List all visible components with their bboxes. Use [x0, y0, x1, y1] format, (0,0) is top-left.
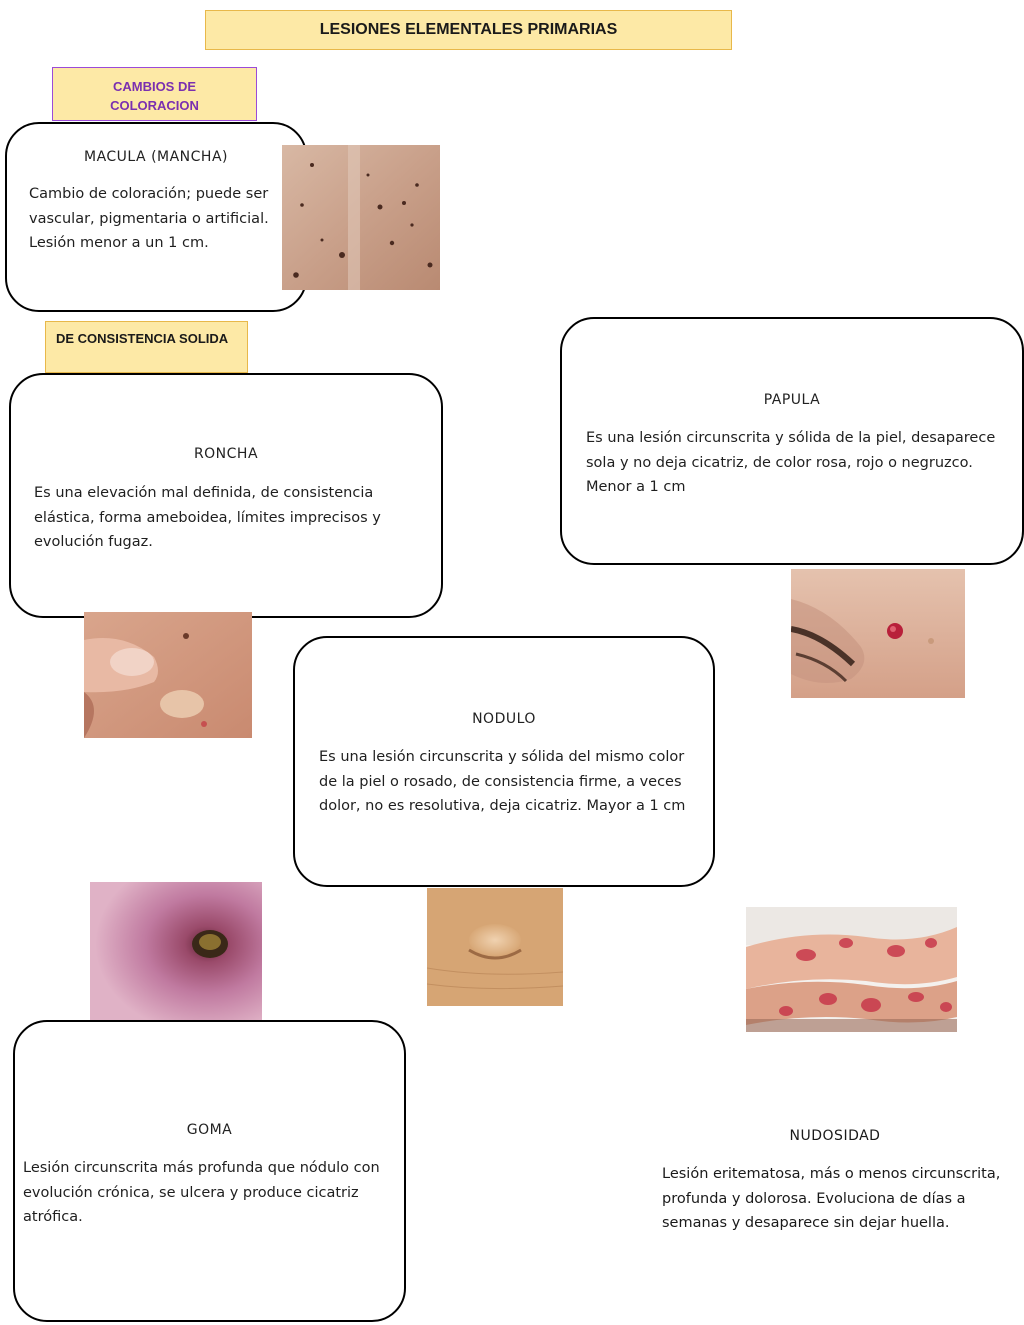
page-title: LESIONES ELEMENTALES PRIMARIAS	[205, 10, 732, 50]
nudosidad-title: NUDOSIDAD	[789, 1128, 881, 1144]
nudosidad-photo	[746, 907, 957, 1032]
roncha-title: RONCHA	[193, 446, 259, 462]
nodulo-text: Es una lesión circunscrita y sólida del mismo color de la piel o rosado, de consistencia firme, a veces dolor, no es resolutiva, deja cicatriz. Mayor a 1 cm	[319, 749, 686, 814]
macula-title: MACULA (MANCHA)	[83, 149, 228, 165]
roncha-text: Es una elevación mal definida, de consistencia elástica, forma ameboidea, límites imprecisos y evolución fugaz.	[34, 485, 381, 550]
nodulo-title: NODULO	[472, 711, 536, 727]
section-tag-color-change: CAMBIOS DE COLORACION	[52, 67, 257, 121]
goma-photo	[90, 882, 262, 1020]
roncha-photo	[84, 612, 252, 738]
nodulo-card	[293, 636, 715, 887]
macula-text: Cambio de coloración; puede ser vascular, pigmentaria o artificial. Lesión menor a un 1 cm.	[29, 186, 269, 251]
papula-photo	[791, 569, 965, 698]
papula-title: PAPULA	[763, 392, 821, 408]
macula-photo	[282, 145, 440, 290]
section-tag-solid: DE CONSISTENCIA SOLIDA	[45, 321, 248, 373]
nudosidad-text: Lesión eritematosa, más o menos circunscrita, profunda y dolorosa. Evoluciona de días a semanas y desaparece sin dejar huella.	[662, 1166, 1001, 1231]
goma-title: GOMA	[186, 1122, 233, 1138]
goma-card	[13, 1020, 406, 1322]
papula-text: Es una lesión circunscrita y sólida de la piel, desaparece sola y no deja cicatriz, de color rosa, rojo o negruzco. Menor a 1 cm	[586, 430, 996, 495]
macula-card	[5, 122, 307, 312]
papula-card	[560, 317, 1024, 565]
roncha-card	[9, 373, 443, 618]
goma-text: Lesión circunscrita más profunda que nódulo con evolución crónica, se ulcera y produce cicatriz atrófica.	[23, 1160, 380, 1225]
nodulo-photo	[427, 888, 563, 1006]
